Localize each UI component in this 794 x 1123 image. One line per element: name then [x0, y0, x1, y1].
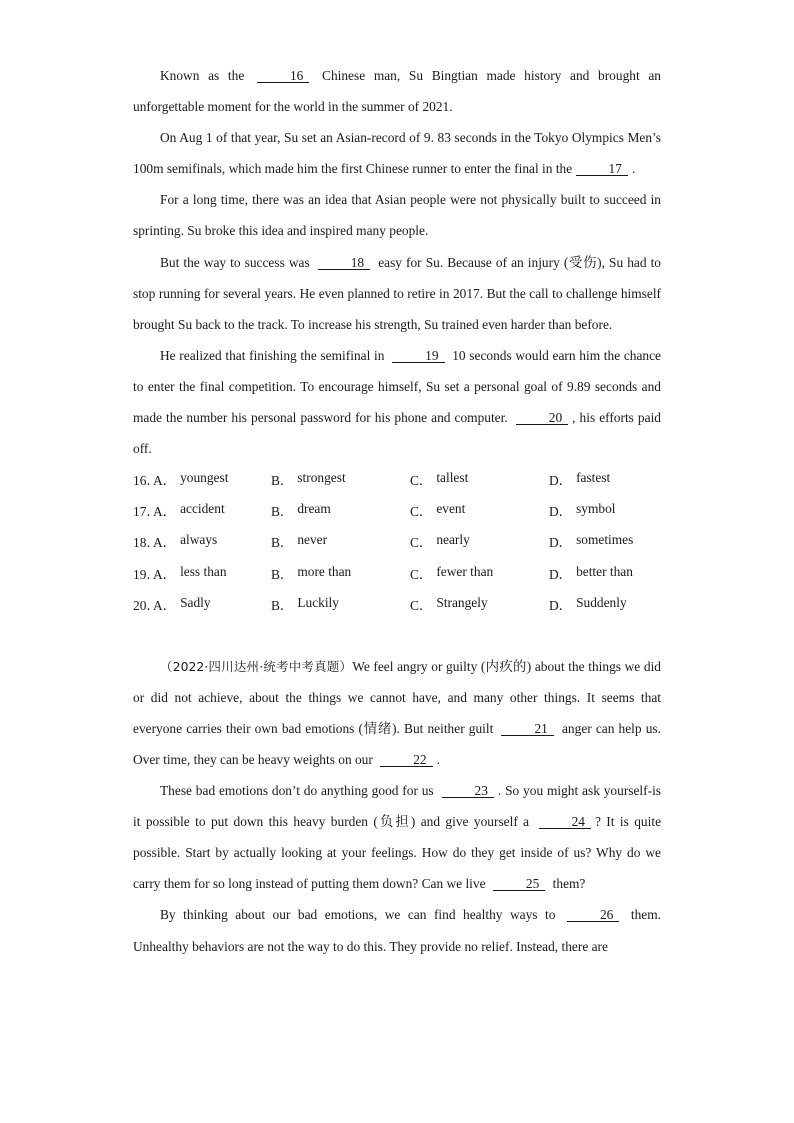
- text: . So you might ask yourself-is it possible to put down this heavy burden (负担) and give yourself a: [133, 783, 661, 830]
- option-a[interactable]: [153, 470, 271, 489]
- passage2-paragraph-2: [133, 775, 661, 899]
- text: .: [631, 161, 636, 177]
- source-label: （2022·四川达州·统考中考真题）: [160, 658, 353, 674]
- question-17: [133, 495, 661, 526]
- question-options: [133, 464, 661, 619]
- text: easy for Su. Because of an injury (受伤), Su had to stop running for several years. He even planned to retire in 2017. But the call to challenge himself brought Su back to the track. To increase his strength, Su trained even harder than before.: [133, 254, 662, 332]
- option-a[interactable]: [153, 501, 271, 520]
- text: He realized that finishing the semifinal in: [160, 347, 385, 363]
- blank-20: 20: [516, 411, 568, 425]
- question-20: [133, 589, 661, 620]
- text: 10 seconds would earn him the chance to enter the final competition. To encourage himself, Su set a personal goal of 9.89 seconds and made the number his personal password for his phone and computer.: [133, 347, 662, 426]
- blank-26: 26: [567, 908, 619, 922]
- text: These bad emotions don’t do anything good for us: [160, 783, 434, 799]
- passage1-paragraph-2: [133, 122, 661, 184]
- question-number: 18．: [133, 535, 160, 551]
- option-b[interactable]: [271, 532, 410, 551]
- passage2-paragraph-1: [133, 651, 661, 775]
- option-text: tallest: [436, 470, 469, 486]
- option-text: Luckily: [297, 594, 339, 610]
- text: We feel angry or guilty (内疚的) about the things we did or did not achieve, about the things we cannot have, and many other things. It seems that everyone carries their own bad emotions (情绪). But neither guilt: [133, 658, 661, 736]
- text: On Aug 1 of that year, Su set an Asian-record of 9. 83 seconds in the Tokyo Olympics Men’s 100m semifinals, which made him the first Chinese runner to enter the final in the: [133, 130, 661, 177]
- option-text: nearly: [436, 532, 470, 548]
- option-letter: A．: [153, 504, 177, 520]
- option-letter: B．: [271, 566, 294, 582]
- option-text: symbol: [576, 501, 616, 517]
- option-text: accident: [180, 501, 225, 517]
- passage1-paragraph-1: [133, 60, 661, 122]
- option-letter: C．: [410, 473, 433, 489]
- option-letter: A．: [153, 473, 177, 489]
- blank-23: 23: [442, 784, 494, 798]
- option-text: fastest: [576, 470, 611, 486]
- option-c[interactable]: [410, 532, 549, 551]
- text: By thinking about our bad emotions, we can find healthy ways to: [160, 907, 556, 923]
- text: , his efforts paid off.: [133, 410, 661, 457]
- question-number: 17．: [133, 504, 160, 520]
- option-a[interactable]: [153, 595, 271, 614]
- text: .: [436, 751, 440, 767]
- option-text: youngest: [180, 470, 229, 486]
- option-b[interactable]: [271, 501, 410, 520]
- option-d[interactable]: [549, 470, 649, 489]
- passage1-paragraph-3: For a long time, there was an idea that Asian people were not physically built to succeed in sprinting. Su broke this idea and inspired many people.: [133, 192, 661, 239]
- option-b[interactable]: [271, 564, 410, 583]
- option-letter: C．: [410, 535, 433, 551]
- text: them. Unhealthy behaviors are not the way to do this. They provide no relief. Instead, there are: [133, 907, 661, 954]
- option-letter: D．: [549, 535, 573, 551]
- question-number: 20．: [133, 597, 160, 613]
- blank-21: 21: [501, 722, 553, 736]
- option-letter: B．: [271, 535, 294, 551]
- option-text: never: [297, 532, 328, 548]
- text: them?: [552, 876, 586, 892]
- option-a[interactable]: [153, 564, 271, 583]
- question-number: 19．: [133, 566, 160, 582]
- option-letter: B．: [271, 597, 294, 613]
- option-text: event: [436, 501, 466, 517]
- option-text: more than: [297, 563, 352, 579]
- option-c[interactable]: [410, 595, 549, 614]
- option-letter: B．: [271, 504, 294, 520]
- text: Known as the: [160, 68, 245, 83]
- option-text: always: [180, 532, 218, 548]
- option-letter: B．: [271, 473, 294, 489]
- blank-19: 19: [392, 349, 444, 363]
- option-d[interactable]: [549, 564, 649, 583]
- question-18: [133, 526, 661, 557]
- option-letter: C．: [410, 566, 433, 582]
- blank-16: 16: [257, 69, 309, 83]
- option-text: Sadly: [180, 594, 211, 610]
- option-letter: D．: [549, 504, 573, 520]
- option-c[interactable]: [410, 564, 549, 583]
- document-body: [133, 60, 661, 962]
- option-letter: A．: [153, 566, 177, 582]
- option-letter: A．: [153, 535, 177, 551]
- option-text: strongest: [297, 470, 346, 486]
- option-text: Strangely: [436, 594, 488, 610]
- option-letter: D．: [549, 597, 573, 613]
- option-text: sometimes: [576, 532, 634, 548]
- blank-25: 25: [493, 877, 545, 891]
- option-d[interactable]: [549, 532, 649, 551]
- text: But the way to success was: [160, 254, 310, 270]
- blank-18: 18: [318, 256, 370, 270]
- option-c[interactable]: [410, 470, 549, 489]
- option-a[interactable]: [153, 532, 271, 551]
- blank-22: 22: [380, 753, 432, 767]
- passage1-paragraph-4: [133, 247, 661, 340]
- option-text: fewer than: [436, 563, 494, 579]
- option-text: dream: [297, 501, 331, 517]
- option-letter: C．: [410, 597, 433, 613]
- option-b[interactable]: [271, 470, 410, 489]
- question-16: [133, 464, 661, 495]
- blank-17: 17: [576, 162, 628, 176]
- option-d[interactable]: [549, 595, 649, 614]
- passage2-paragraph-3: [133, 899, 661, 961]
- option-letter: C．: [410, 504, 433, 520]
- option-text: Suddenly: [576, 594, 627, 610]
- blank-24: 24: [539, 815, 591, 829]
- option-d[interactable]: [549, 501, 649, 520]
- option-c[interactable]: [410, 501, 549, 520]
- option-letter: D．: [549, 473, 573, 489]
- passage1-paragraph-5: [133, 340, 661, 464]
- option-b[interactable]: [271, 595, 410, 614]
- question-19: [133, 558, 661, 589]
- option-text: less than: [180, 563, 227, 579]
- question-number: 16．: [133, 473, 160, 489]
- option-letter: A．: [153, 597, 177, 613]
- option-text: better than: [576, 563, 633, 579]
- text: Chinese man, Su Bingtian made history and brought an unforgettable moment for the world in the summer of 2021.: [133, 68, 661, 115]
- option-letter: D．: [549, 566, 573, 582]
- text: anger can help us. Over time, they can be heavy weights on our: [133, 720, 661, 767]
- text: ? It is quite possible. Start by actually looking at your feelings. How do they get inside of us? Why do we carry them for so long instead of putting them down? Can we live: [133, 814, 662, 892]
